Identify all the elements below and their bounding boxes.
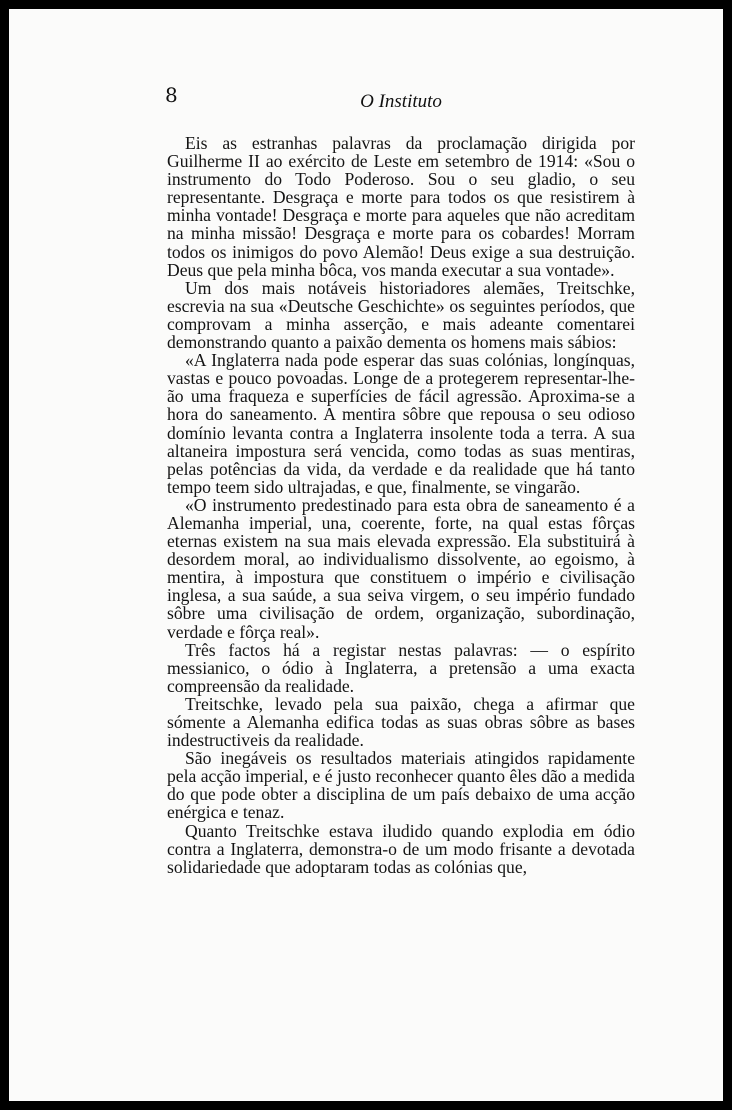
book-page [9, 9, 723, 1101]
running-head-title: O Instituto [360, 91, 442, 112]
paragraph-quote-germany: «O instrumento predestinado para esta obra de saneamento é a Alemanha imperial, una, coerente, forte, na qual estas fôrças eternas existem na sua mais elevada expressão. Ela substituirá à desordem moral, ao individualismo dissolvente, ao egoismo, à mentira, à impostura que constituem o império e civilisação inglesa, a sua saúde, a sua seiva virgem, o seu império fundado sôbre uma civilisação de ordem, organização, subordinação, verdade e fôrça real». [167, 494, 635, 642]
paragraph-quote-england: «A Inglaterra nada pode esperar das suas colónias, longínquas, vastas e pouco povoadas. Longe de a protegerem representar-lhe-ão uma fraqueza e superfícies de fácil agressão. Aproxima-se a hora do saneamento. A mentira sôbre que repousa o seu odioso domínio levanta contra a Inglaterra insolente toda a terra. A sua altaneira impostura será vencida, como todas as suas mentiras, pelas potências da vida, da verdade e da realidade que há tanto tempo teem sido ultrajadas, e que, finalmente, se vingarão. [167, 350, 635, 497]
paragraph-colonies: Quanto Treitschke estava iludido quando explodia em ódio contra a Inglaterra, demonstra-o de um modo frisante a devotada solidariedade que adoptaram todas as colónias que, [167, 820, 635, 877]
paragraph-material-results: São inegáveis os resultados materiais atingidos rapidamente pela acção imperial, e é justo reconhecer quanto êles dão a medida do que pode obter a disciplina de um país debaixo de uma acção enérgica e tenaz. [167, 748, 635, 823]
paragraph-treitschke-intro: Um dos mais notáveis historiadores alemães, Treitschke, escrevia na sua «Deutsche Geschichte» os seguintes períodos, que comprovam a minha asserção, e mais adeante comentarei demonstrando quanto a paixão dementa os homens mais sábios: [167, 277, 635, 353]
paragraph-proclamation: Eis as estranhas palavras da proclamação dirigida por Guilherme II ao exército de Leste em setembro de 1914: «Sou o instrumento do Todo Poderoso. Sou o seu gladio, o seu representante. Desgraça e morte para todos os que resistirem à minha vontade! Desgraça e morte para aqueles que não acreditam na minha missão! Desgraça e morte para os cobardes! Morram todos os inimigos do povo Alemão! Deus exige a sua destruição. Deus que pela minha bôca, vos manda executar a sua vontade». [167, 133, 635, 280]
body-text [167, 134, 635, 876]
paragraph-reality-claim: Treitschke, levado pela sua paixão, chega a afirmar que sómente a Alemanha edifica todas as suas obras sôbre as bases indestructiveis da realidade. [167, 693, 635, 751]
page-number: 8 [165, 83, 178, 107]
paragraph-three-facts: Três factos há a registar nestas palavras: — o espírito messianico, o ódio à Inglaterra, a pretensão a uma exacta compreensão da realidade. [167, 639, 635, 696]
